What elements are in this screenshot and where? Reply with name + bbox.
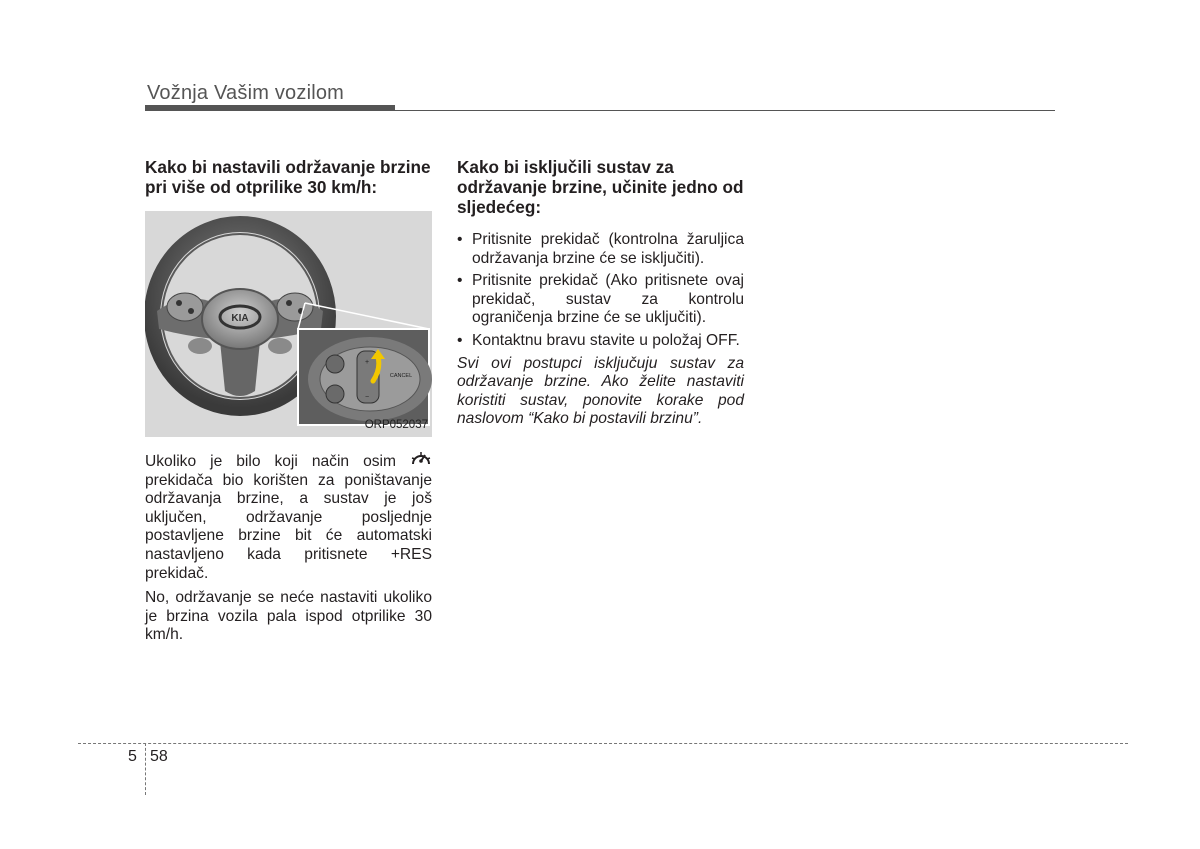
svg-text:−: − <box>364 394 370 401</box>
note-paragraph: Svi ovi postupci isključuju sustav za održavanje brzine. Ako želite nastaviti koristiti sustav, ponovite korake pod naslovom “Kako bi postavili brzinu”. <box>457 354 744 428</box>
speed-limit-paragraph: No, održavanje se neće nastaviti ukoliko je brzina vozila pala ispod otprilike 30 km/h. <box>145 589 432 644</box>
cancel-steps-list <box>457 231 744 351</box>
steering-wheel-illustration <box>145 211 432 437</box>
resume-text-before-icon: Ukoliko je bilo koji način osim <box>145 453 397 470</box>
svg-text:KIA: KIA <box>231 313 249 324</box>
footer-divider <box>145 743 146 795</box>
footer-rule <box>78 743 1128 744</box>
svg-text:+: + <box>364 359 370 366</box>
right-column <box>457 157 744 435</box>
chapter-number: 5 <box>128 748 137 765</box>
header-rule-thick <box>145 105 395 111</box>
list-item: • Kontaktnu bravu stavite u položaj OFF. <box>457 332 744 351</box>
cruise-control-icon <box>410 449 432 469</box>
page-number: 58 <box>150 748 168 765</box>
right-heading: Kako bi isključili sustav za održavanje brzine, učinite jedno od sljedećeg: <box>457 157 744 217</box>
section-title: Vožnja Vašim vozilom <box>147 82 345 104</box>
cancel-button-label: CANCEL <box>389 373 413 379</box>
steering-wheel-figure <box>145 211 432 437</box>
resume-paragraph <box>145 449 432 583</box>
figure-code: ORP052037 <box>364 419 428 432</box>
list-item: • Pritisnite prekidač (kontrolna žaruljica održavanja brzine će se isključiti). <box>457 231 744 268</box>
list-item: • Pritisnite prekidač (Ako pritisnete ovaj prekidač, sustav za kontrolu ograničenja brzine će se uključiti). <box>457 272 744 328</box>
left-heading: Kako bi nastavili održavanje brzine pri više od otprilike 30 km/h: <box>145 157 431 197</box>
left-column <box>145 157 432 651</box>
header-rule <box>395 110 1055 111</box>
resume-text-after-icon: prekidača bio korišten za poništavanje održavanja brzine, a sustav je još uključen, održavanje posljednje postavljene brzine bit će automatski nastavljeno kada pritisnete +RES prekidač. <box>145 471 432 582</box>
